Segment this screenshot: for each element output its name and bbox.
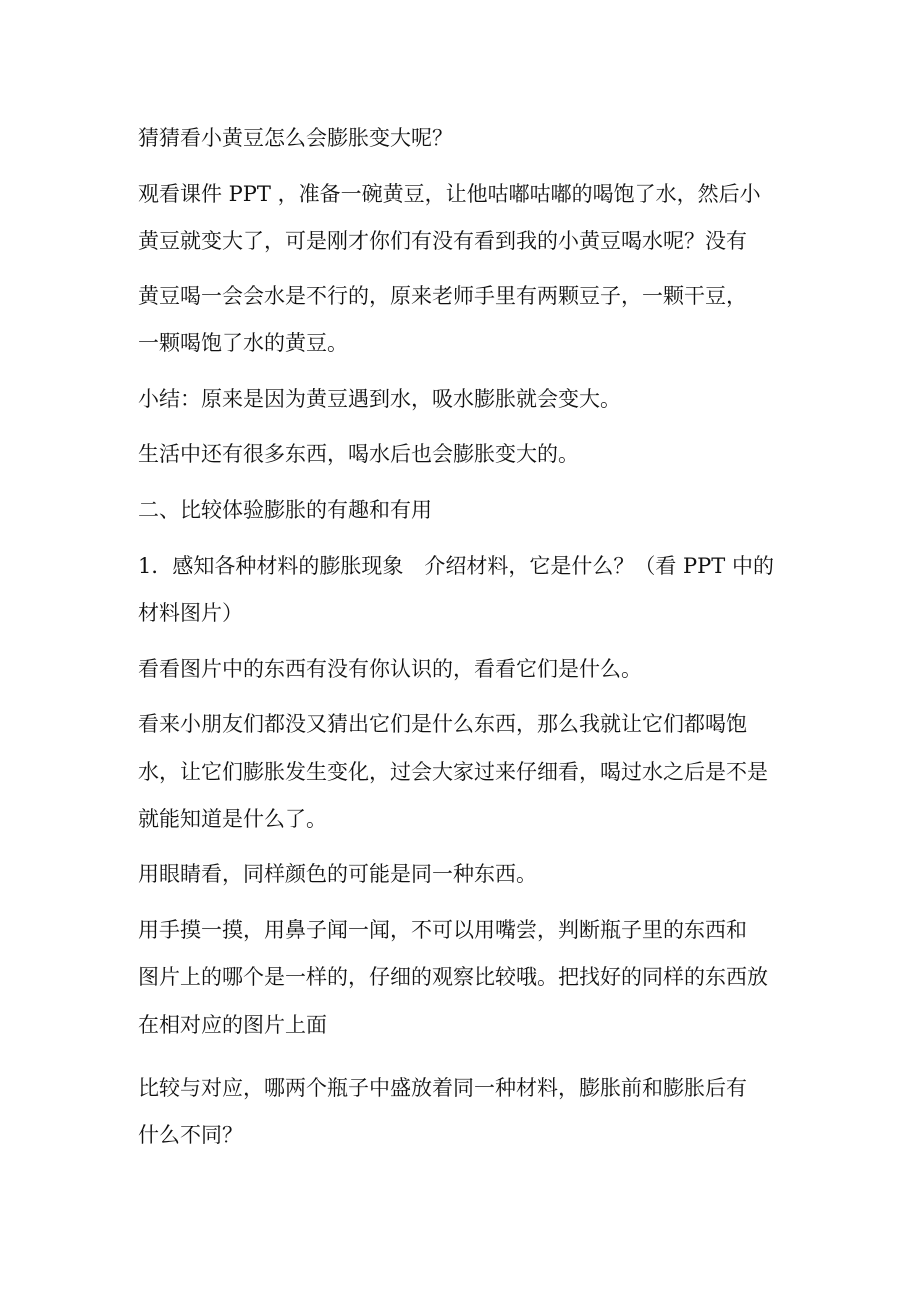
text-line: 小结：原来是因为黄豆遇到水，吸水膨胀就会变大。 (138, 387, 621, 411)
text-line: 1．感知各种材料的膨胀现象 介绍材料，它是什么？（看 PPT 中的 (138, 554, 774, 578)
text-line: 比较与对应，哪两个瓶子中盛放着同一种材料，膨胀前和膨胀后有 (138, 1076, 747, 1100)
text-line: 材料图片） (138, 601, 243, 625)
text-line: 猜猜看小黄豆怎么会膨胀变大呢？ (138, 126, 453, 150)
text-line: 用手摸一摸，用鼻子闻一闻，不可以用嘴尝，判断瓶子里的东西和 (138, 918, 747, 942)
text-line: 水，让它们膨胀发生变化，过会大家过来仔细看，喝过水之后是不是 (138, 760, 768, 784)
text-line: 什么不同？ (138, 1123, 243, 1147)
text-line: 黄豆喝一会会水是不行的，原来老师手里有两颗豆子，一颗干豆， (138, 284, 747, 308)
text-line: 黄豆就变大了，可是刚才你们有没有看到我的小黄豆喝水呢？没有 (138, 229, 747, 253)
text-line: 一颗喝饱了水的黄豆。 (138, 331, 348, 355)
text-line: 用眼睛看，同样颜色的可能是同一种东西。 (138, 862, 537, 886)
text-line: 看看图片中的东西有没有你认识的，看看它们是什么。 (138, 657, 642, 681)
section-heading: 二、比较体验膨胀的有趣和有用 (138, 498, 432, 522)
text-line: 在相对应的图片上面 (138, 1013, 327, 1037)
text-line: 生活中还有很多东西，喝水后也会膨胀变大的。 (138, 442, 579, 466)
text-line: 就能知道是什么了。 (138, 807, 327, 831)
text-line: 图片上的哪个是一样的，仔细的观察比较哦。把找好的同样的东西放 (138, 965, 768, 989)
text-line: 观看课件 PPT ，准备一碗黄豆，让他咕嘟咕嘟的喝饱了水，然后小 (138, 182, 761, 206)
text-line: 看来小朋友们都没又猜出它们是什么东西，那么我就让它们都喝饱 (138, 712, 747, 736)
